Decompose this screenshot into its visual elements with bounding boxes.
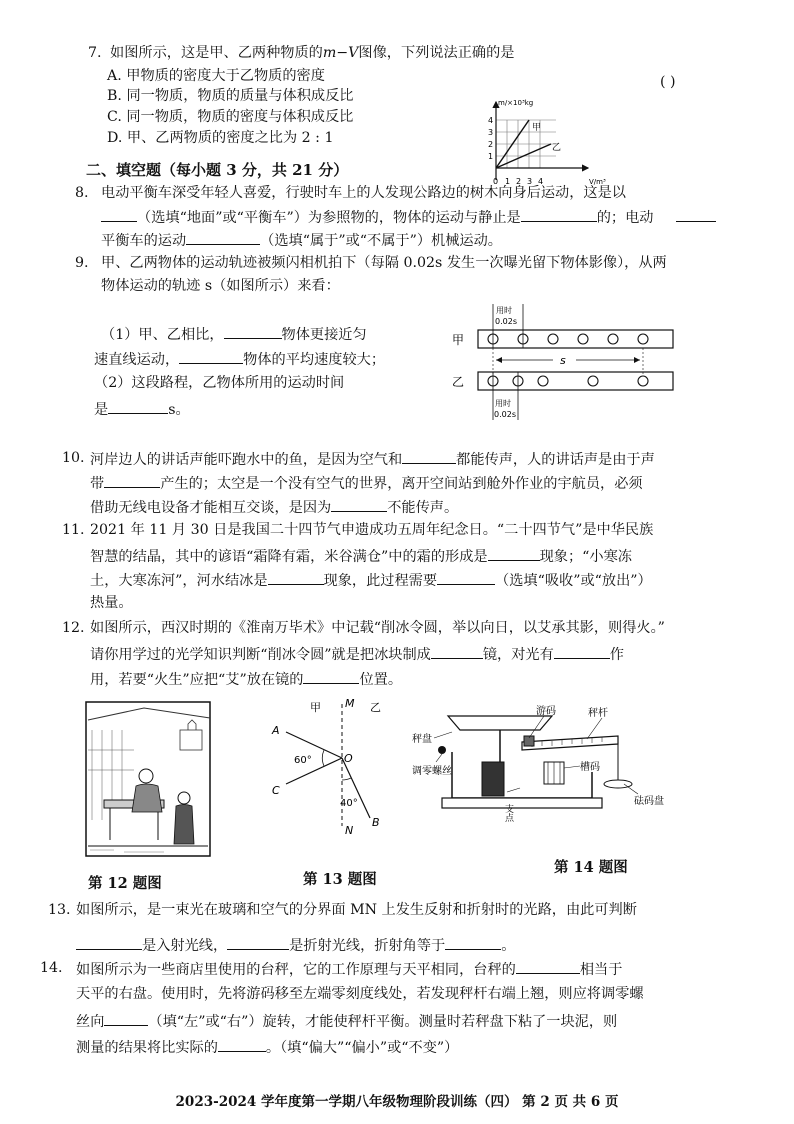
q7-option-d: D. 甲、乙两物质的密度之比为 2 : 1 xyxy=(107,130,334,146)
q7-stem-variable: m−V xyxy=(322,45,359,61)
q9-number: 9. xyxy=(75,255,89,271)
q11-line-4: 热量。 xyxy=(90,595,133,611)
q8-line-3: 平衡车的运动 （选填“属于”或“不属于”）机械运动。 xyxy=(101,229,502,251)
q13-number: 13. xyxy=(48,902,71,918)
q7-stem: 如图所示，这是甲、乙两种物质的m−V图像，下列说法正确的是 xyxy=(110,45,515,61)
fig14-label-chengpan: 秤盘 xyxy=(412,734,432,745)
q14-line-4: 测量的结果将比实际的 。（填“偏大”“偏小”或“不变”） xyxy=(76,1036,458,1058)
q7-ytick: 2 xyxy=(488,140,494,149)
q12-blank-3[interactable] xyxy=(303,668,359,684)
fig13-label-a: A xyxy=(272,724,280,737)
q12-blank-1[interactable] xyxy=(431,643,483,659)
fig13-ray-ob xyxy=(342,758,370,818)
q14-line-1: 如图所示为一些商店里使用的台秤，它的工作原理与天平相同，台秤的 相当于 xyxy=(76,958,622,980)
fig14-scale-diagram xyxy=(412,702,712,826)
q14-blank-1[interactable] xyxy=(516,958,580,974)
q7-ytick: 4 xyxy=(488,116,494,125)
fig14-beam xyxy=(522,736,618,750)
q9-strobe-figure xyxy=(448,300,680,424)
q8-line-1: 电动平衡车深受年轻人喜爱，行驶时车上的人发现公路边的树木向身后运动，这是以 xyxy=(101,185,626,201)
fig13-label-n: N xyxy=(345,824,354,836)
caption-fig13: 第 13 题图 xyxy=(303,871,377,888)
q7-xtick: 3 xyxy=(527,177,533,186)
q13-blank-1[interactable] xyxy=(76,934,142,950)
q11-blank-3[interactable] xyxy=(437,569,495,585)
fig14-label-youma: 游码 xyxy=(536,706,556,717)
fig13-label-c: C xyxy=(272,784,280,797)
q11-blank-2[interactable] xyxy=(268,569,324,585)
q9-blank-3[interactable] xyxy=(108,398,168,414)
q13-line-2: 是入射光线， 是折射光线，折射角等于 。 xyxy=(76,934,515,956)
q8-blank-0[interactable] xyxy=(676,206,716,228)
fig13-label-o: O xyxy=(344,752,353,765)
q10-blank-2[interactable] xyxy=(104,472,160,488)
caption-fig12: 第 12 题图 xyxy=(88,875,162,892)
q11-line-2: 智慧的结晶，其中的谚语“霜降有霜，米谷满仓”中的霜的形成是 现象；“小寒冻 xyxy=(90,545,632,567)
q11-line-1: 2021 年 11 月 30 日是我国二十四节气申遗成功五周年纪念日。“二十四节气”是中华民族 xyxy=(90,522,654,538)
q7-xtick: 2 xyxy=(516,177,522,186)
q10-line-3: 借助无线电设备才能相互交谈，是因为 不能传声。 xyxy=(90,496,458,518)
fig14-pan xyxy=(448,716,552,730)
q7-answer-paren: ( ) xyxy=(660,74,676,90)
q12-blank-2[interactable] xyxy=(554,643,610,659)
q13-blank-2[interactable] xyxy=(227,934,289,950)
q14-blank-3[interactable] xyxy=(218,1036,266,1052)
q7-option-c: C. 同一物质，物质的密度与体积成反比 xyxy=(107,109,354,125)
q12-line-2: 请你用学过的光学知识判断“削冰令圆”就是把冰块制成 镜，对光有 作 xyxy=(90,643,624,665)
q9-part-2b: 是 s。 xyxy=(94,398,190,420)
q9-part-2: （2）这段路程，乙物体所用的运动时间 xyxy=(94,375,345,391)
page-footer: 2023-2024 学年度第一学期八年级物理阶段训练（四） 第 2 页 共 6 页 xyxy=(175,1094,619,1110)
q7-series-jia: 甲 xyxy=(532,123,542,133)
q14-blank-2[interactable] xyxy=(104,1010,148,1026)
q9-blank-2[interactable] xyxy=(179,348,243,364)
q7-xtick: 4 xyxy=(538,177,544,186)
q11-line-3: 土，大寒冻河”，河水结冰是 现象，此过程需要 （选填“吸收”或“放出”） xyxy=(90,569,652,591)
q8-blank-2[interactable] xyxy=(521,206,597,222)
caption-fig14: 第 14 题图 xyxy=(554,859,628,876)
q10-line-1: 河岸边人的讲话声能吓跑水中的鱼，是因为空气和 都能传声，人的讲话声是由于声 xyxy=(90,448,655,470)
fig13-optics-diagram xyxy=(258,694,400,836)
fig14-label-zhidian: 支点 xyxy=(503,804,513,822)
q7-xtick: 1 xyxy=(505,177,511,186)
q7-series-yi: 乙 xyxy=(552,143,562,153)
q8-line-2: （选填“地面”或“平衡车”）为参照物的，物体的运动与静止是 的；电动 xyxy=(101,206,653,228)
q9-blank-1[interactable] xyxy=(224,323,282,339)
q7-mv-graph xyxy=(476,92,616,190)
q9-time-label-bottom: 用时 xyxy=(495,399,511,408)
fig13-angle-60: 60° xyxy=(294,755,312,766)
q11-number: 11. xyxy=(62,522,85,538)
q7-xtick: 0 xyxy=(493,177,499,186)
fig13-label-yi: 乙 xyxy=(370,701,381,714)
q9-line-1: 甲、乙两物体的运动轨迹被频闪相机拍下（每隔 0.02s 发生一次曝光留下物体影像），从两 xyxy=(101,255,667,271)
q14-line-2: 天平的右盘。使用时，先将游码移至左端零刻度线处，若发现秤杆右端上翘，则应将调零螺 xyxy=(76,986,644,1002)
q8-blank-1[interactable] xyxy=(101,206,137,222)
q9-time-value-top: 0.02s xyxy=(495,317,517,326)
q10-blank-1[interactable] xyxy=(402,448,456,464)
fig13-label-m: M xyxy=(345,697,355,710)
q9-line-2: 物体运动的轨迹 s（如图所示）来看： xyxy=(101,278,340,294)
q7-x-label: V/m³ xyxy=(589,178,606,186)
q8-number: 8. xyxy=(75,185,89,201)
q9-time-value-bottom: 0.02s xyxy=(494,410,516,419)
q10-line-2: 带 产生的；太空是一个没有空气的世界，离开空间站到舱外作业的宇航员，必须 xyxy=(90,472,643,494)
q10-number: 10. xyxy=(62,450,85,466)
fig13-angle-40: 40° xyxy=(340,798,358,809)
q11-blank-1[interactable] xyxy=(488,545,540,561)
q9-distance-label: s xyxy=(560,354,566,367)
q13-line-1: 如图所示，是一束光在玻璃和空气的分界面 MN 上发生反射和折射时的光路，由此可判断 xyxy=(76,902,637,918)
q8-blank-3[interactable] xyxy=(186,229,260,245)
q7-ytick: 3 xyxy=(488,128,494,137)
q12-line-1: 如图所示，西汉时期的《淮南万毕术》中记载“削冰令圆，举以向日，以艾承其影，则得火。” xyxy=(90,620,665,636)
q9-track-jia xyxy=(478,330,673,348)
q14-number: 14. xyxy=(40,960,63,976)
q9-track-yi xyxy=(478,372,673,390)
q10-blank-3[interactable] xyxy=(331,496,387,512)
q9-part-1b: 速直线运动， 物体的平均速度较大； xyxy=(94,348,385,370)
section-2-title: 二、填空题（每小题 3 分，共 21 分） xyxy=(86,161,349,179)
fig12-illustration xyxy=(84,700,214,860)
fig14-label-caoma: 槽码 xyxy=(580,762,600,773)
q7-ytick: 1 xyxy=(488,152,494,161)
q12-line-3: 用，若要“火生”应把“艾”放在镜的 位置。 xyxy=(90,668,402,690)
q9-row-label-yi: 乙 xyxy=(452,375,465,389)
fig14-label-famapan: 砝码盘 xyxy=(634,796,664,807)
q7-option-a: A. 甲物质的密度大于乙物质的密度 xyxy=(107,68,325,84)
fig13-label-b: B xyxy=(372,816,380,829)
fig14-label-tiaolingluosi: 调零螺丝 xyxy=(412,766,452,777)
q14-line-3: 丝向 （填“左”或“右”）旋转，才能使秤杆平衡。测量时若秤盘下粘了一块泥，则 xyxy=(76,1010,617,1032)
q9-row-label-jia: 甲 xyxy=(452,333,465,347)
q7-y-label: m/×10³kg xyxy=(498,99,534,107)
q13-blank-3[interactable] xyxy=(445,934,501,950)
q12-number: 12. xyxy=(62,620,85,636)
q7-number: 7. xyxy=(88,45,102,61)
fig14-label-chenggan: 秤杆 xyxy=(588,708,608,719)
q9-time-label-top: 用时 xyxy=(496,306,512,315)
q7-option-b: B. 同一物质，物质的质量与体积成反比 xyxy=(107,88,354,104)
q9-part-1a: （1）甲、乙相比， 物体更接近匀 xyxy=(101,323,367,345)
fig13-label-jia: 甲 xyxy=(310,701,321,714)
